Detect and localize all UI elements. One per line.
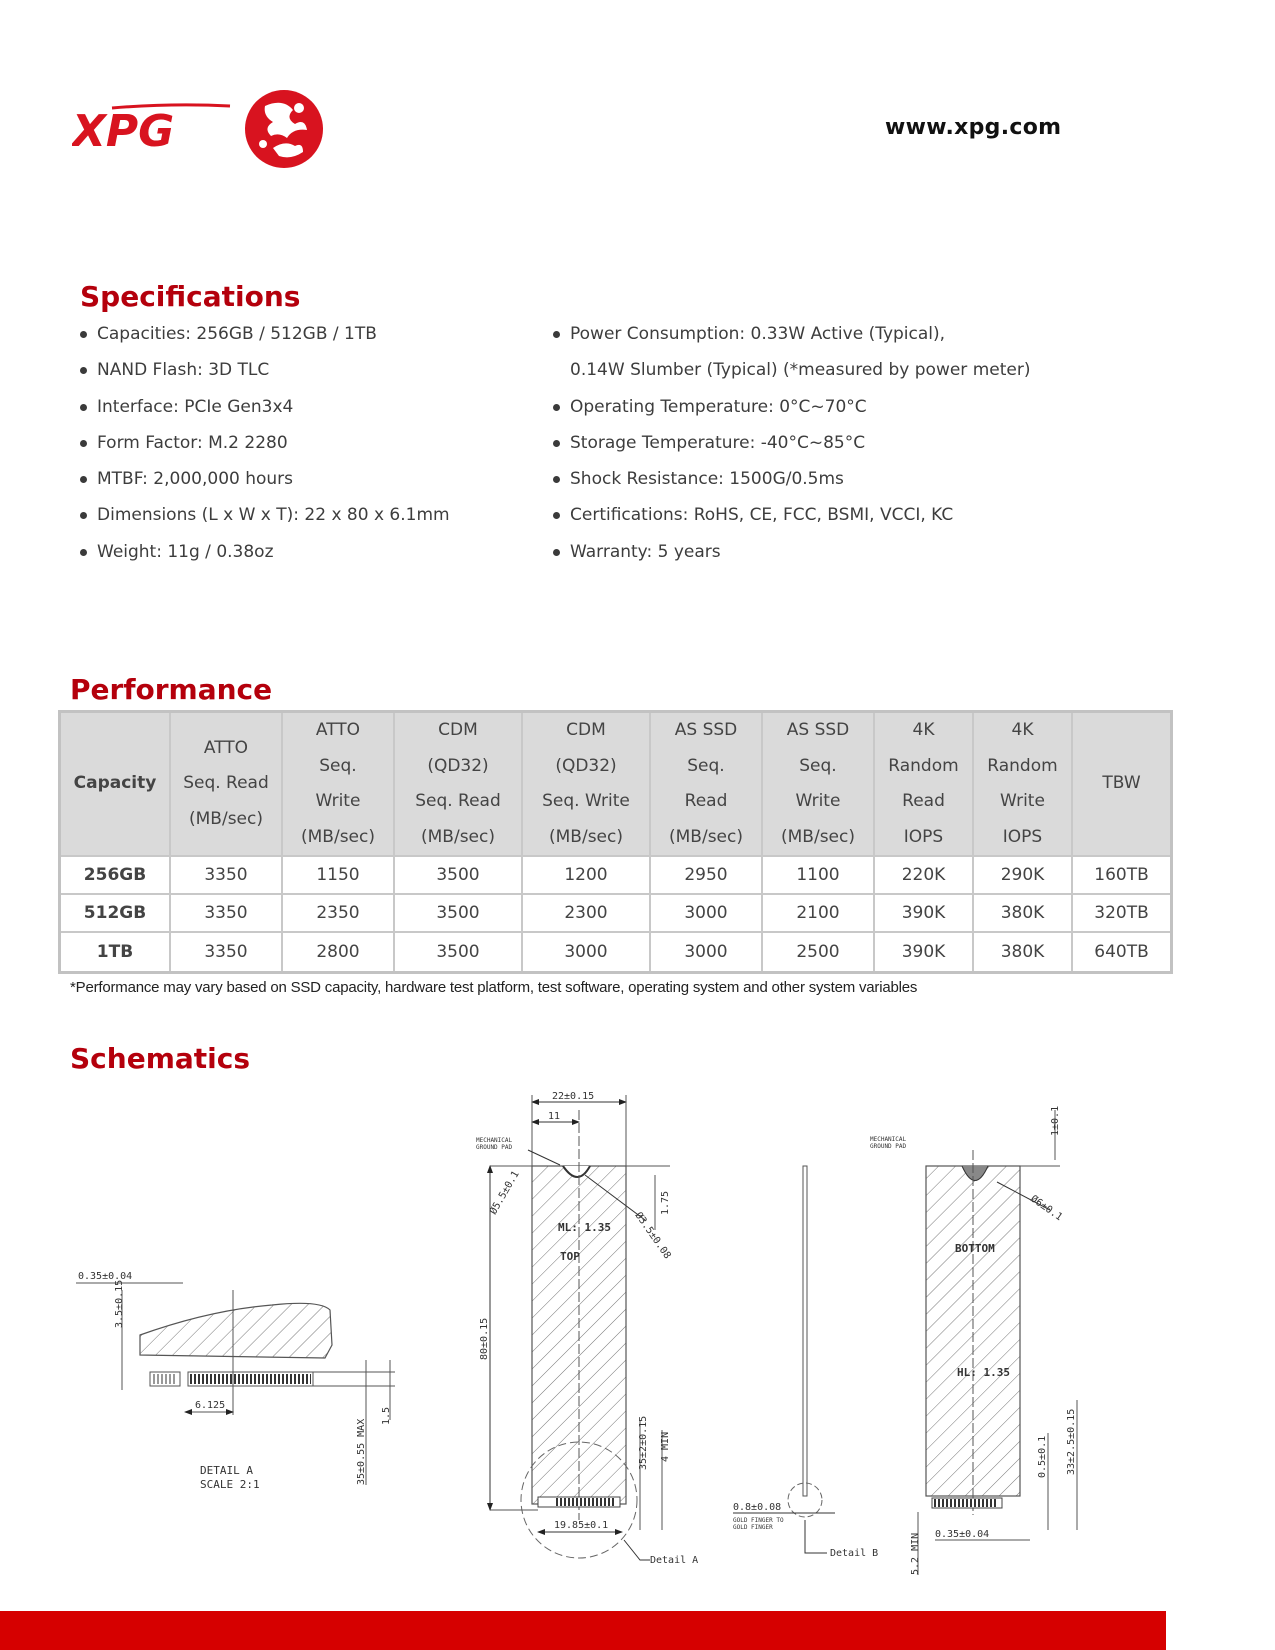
header-line: (MB/sec) [421,826,495,847]
dim-label: 5.2 MIN [910,1532,921,1575]
dim-label: 1±0.1 [1050,1105,1061,1136]
spec-item: Weight: 11g / 0.38oz [80,534,450,570]
performance-title: Performance [70,673,273,706]
detail-callout: Detail B [830,1548,879,1559]
pad-label: MECHANICAL [870,1136,907,1143]
spec-item: Form Factor: M.2 2280 [80,425,450,461]
dim-label: Ø3.5±0.08 [632,1210,673,1262]
header-line: (MB/sec) [781,826,855,847]
schematics-drawing [0,1080,1275,1610]
dim-label: 33±2.5±0.15 [1066,1408,1077,1475]
value-cell: 2300 [522,894,650,932]
header-line: IOPS [903,826,944,847]
value-cell: 2800 [282,932,394,973]
table-header-row [60,712,1172,857]
performance-table [58,710,1173,974]
bullet-icon [80,404,87,411]
header-line: Read [684,791,728,811]
hl-label: HL: 1.35 [957,1366,1010,1379]
bullet-icon [553,512,560,519]
column-header [762,712,874,857]
value-cell: 640TB [1072,932,1172,973]
value-cell: 3500 [394,894,522,932]
bullet-icon [553,331,560,338]
value-cell: 2100 [762,894,874,932]
header-line: Random [987,755,1058,776]
column-header [170,712,282,857]
header-line: Write [1000,791,1045,811]
column-header [1072,712,1172,857]
bottom-view-drawing [870,1106,1077,1575]
header-line: Capacity [73,773,157,794]
gap-label: GOLD FINGER [733,1524,773,1531]
spec-list-right [553,316,1030,570]
value-cell: 390K [874,932,973,973]
value-cell: 3000 [650,932,762,973]
spec-item: Warranty: 5 years [553,534,1030,570]
spec-item: Certifications: RoHS, CE, FCC, BSMI, VCCI, KC [553,497,1030,533]
performance-footnote: *Performance may vary based on SSD capacity, hardware test platform, test software, operating system and other system variables [70,979,918,996]
value-cell: 3500 [394,856,522,894]
dim-label: 1.75 [660,1190,671,1215]
value-cell: 220K [874,856,973,894]
value-cell: 2950 [650,856,762,894]
header-line: Seq. Read [415,791,501,811]
bullet-icon [80,367,87,374]
schematics-title: Schematics [70,1042,251,1075]
value-cell: 390K [874,894,973,932]
spec-item: Dimensions (L x W x T): 22 x 80 x 6.1mm [80,497,450,533]
detail-callout: Detail A [650,1555,699,1566]
spec-item-continuation: 0.14W Slumber (Typical) (*measured by power meter) [570,360,1031,381]
value-cell: 1200 [522,856,650,894]
value-cell: 3000 [522,932,650,973]
side-label: TOP [560,1250,580,1263]
value-cell: 160TB [1072,856,1172,894]
column-header [650,712,762,857]
spec-item: Interface: PCIe Gen3x4 [80,389,450,425]
website-link[interactable]: www.xpg.com [885,115,1062,140]
header-line: ATTO [203,737,249,758]
bullet-icon [80,512,87,519]
column-header [282,712,394,857]
capacity-cell: 256GB [60,856,171,894]
bullet-icon [553,549,560,556]
dim-label: 35±2±0.15 [638,1415,649,1470]
column-header [394,712,522,857]
spec-item: MTBF: 2,000,000 hours [80,461,450,497]
header-line: CDM [566,720,606,740]
dim-label: 0.5±0.1 [1037,1435,1048,1478]
gap-label: GOLD FINGER TO [733,1517,784,1524]
header-line: (QD32) [427,755,489,776]
dim-label: 22±0.15 [552,1091,595,1102]
header-line: (MB/sec) [301,826,375,847]
value-cell: 290K [973,856,1072,894]
header-line: (QD32) [555,755,617,776]
detail-a-scale: SCALE 2:1 [200,1478,260,1491]
bullet-icon [553,404,560,411]
detail-a-drawing [76,1271,395,1491]
column-header [522,712,650,857]
dim-label: Ø5.5±0.1 [488,1169,522,1217]
dim-label: 80±0.15 [479,1317,490,1360]
bullet-icon [553,440,560,447]
value-cell: 1150 [282,856,394,894]
specifications-title: Specifications [80,280,301,313]
value-cell: 2500 [762,932,874,973]
header-line: AS SSD [786,720,850,740]
ml-label: ML: 1.35 [558,1221,611,1234]
top-view-drawing [476,1091,698,1566]
pad-label: GROUND PAD [476,1144,513,1151]
dim-label: 1.5 [381,1406,392,1425]
header-line: Write [315,791,361,811]
dim-label: 6.125 [195,1400,226,1411]
pad-label: GROUND PAD [870,1143,907,1150]
detail-a-caption: DETAIL A [200,1464,253,1477]
header-line: Seq. Write [542,791,630,811]
value-cell: 320TB [1072,894,1172,932]
dim-label: 0.35±0.04 [935,1529,990,1540]
capacity-cell: 512GB [60,894,171,932]
bullet-icon [80,476,87,483]
spec-item: Operating Temperature: 0°C~70°C [553,389,1030,425]
value-cell: 380K [973,894,1072,932]
column-header [874,712,973,857]
table-row [60,894,1172,932]
header-line: Random [888,755,959,776]
bullet-icon [80,440,87,447]
bullet-icon [553,476,560,483]
dim-label: 11 [548,1111,561,1122]
header-line: 4K [1011,720,1034,740]
value-cell: 3500 [394,932,522,973]
header-line: (MB/sec) [549,826,623,847]
column-header-capacity [60,712,171,857]
table-row [60,932,1172,973]
dim-label: 0.8±0.08 [733,1502,782,1513]
spec-item: NAND Flash: 3D TLC [80,352,450,388]
header-line: Seq. [687,755,725,776]
dim-label: 19.85±0.1 [554,1520,609,1531]
side-view-drawing [733,1166,878,1559]
header-line: CDM [438,720,478,740]
dim-label: 35±0.55 MAX [356,1418,367,1485]
spec-list-left [80,316,450,570]
value-cell: 2350 [282,894,394,932]
header-line: TBW [1102,773,1141,794]
value-cell: 3350 [170,894,282,932]
footer-bar [0,1611,1166,1650]
header-line: Seq. [319,755,357,776]
xpg-emblem-icon [243,88,325,170]
spec-item: Shock Resistance: 1500G/0.5ms [553,461,1030,497]
column-header [973,712,1072,857]
header-line: Seq. [799,755,837,776]
spec-item: Power Consumption: 0.33W Active (Typical), [553,316,1030,352]
header-line: Write [795,791,841,811]
dim-label: 4 MIN [660,1431,671,1462]
value-cell: 3350 [170,932,282,973]
dim-label: Ø6±0.1 [1028,1193,1065,1224]
header-line: (MB/sec) [669,826,743,847]
side-label: BOTTOM [955,1242,995,1255]
xpg-logo-wordmark [72,98,232,158]
header-line: (MB/sec) [189,808,263,829]
header-line: Read [902,791,945,811]
table-row [60,856,1172,894]
value-cell: 380K [973,932,1072,973]
dim-label: 0.35±0.04 [78,1271,133,1282]
value-cell: 3350 [170,856,282,894]
bullet-icon [80,331,87,338]
header-line: IOPS [1002,826,1043,847]
header-line: AS SSD [674,720,738,740]
bullet-icon [80,549,87,556]
spec-item: Storage Temperature: -40°C~85°C [553,425,1030,461]
value-cell: 3000 [650,894,762,932]
spec-item: Capacities: 256GB / 512GB / 1TB [80,316,450,352]
value-cell: 1100 [762,856,874,894]
pad-label: MECHANICAL [476,1137,513,1144]
capacity-cell: 1TB [60,932,171,973]
header-line: 4K [912,720,935,740]
logo-text: XPG [72,106,175,157]
dim-label: 3.5±0.15 [114,1279,125,1328]
header-line: Seq. Read [183,773,269,794]
header-line: ATTO [315,720,361,740]
